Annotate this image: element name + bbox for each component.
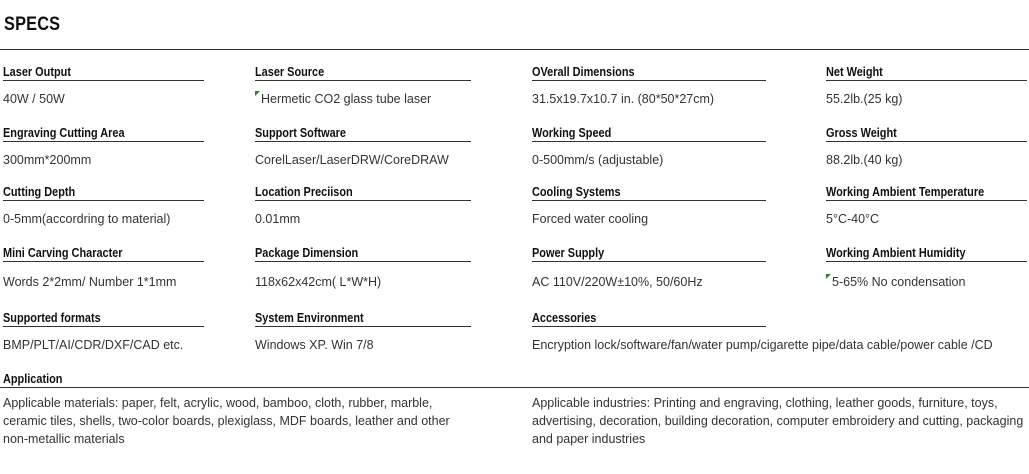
spec-divider — [3, 80, 204, 81]
spec-value: Windows XP. Win 7/8 — [255, 338, 374, 352]
spec-divider — [3, 261, 204, 262]
spec-accessories — [532, 310, 993, 352]
spec-label: Supported formats — [3, 310, 101, 325]
spec-cutting-depth — [3, 184, 204, 226]
spec-label: Gross Weight — [826, 125, 897, 140]
spec-divider — [826, 141, 1027, 142]
spec-label: Net Weight — [826, 64, 883, 79]
spec-value: 88.2lb.(40 kg) — [826, 153, 903, 167]
spec-label: OVerall Dimensions — [532, 64, 635, 79]
spec-label: Accessories — [532, 310, 597, 325]
spec-label: Laser Output — [3, 64, 71, 79]
spec-divider — [826, 80, 1027, 81]
spec-label: Mini Carving Character — [3, 245, 123, 260]
spec-laser-source — [255, 64, 471, 106]
spec-label: Engraving Cutting Area — [3, 125, 125, 140]
spec-working-speed — [532, 125, 766, 167]
spec-value: Encryption lock/software/fan/water pump/cigarette pipe/data cable/power cable /CD — [532, 338, 993, 352]
spec-divider — [532, 200, 766, 201]
spec-location-precision — [255, 184, 471, 226]
spec-value: Words 2*2mm/ Number 1*1mm — [3, 275, 177, 289]
spec-label: Package Dimension — [255, 245, 359, 260]
spec-label: Cooling Systems — [532, 184, 621, 199]
application-divider — [0, 387, 1029, 388]
spec-overall-dimensions — [532, 64, 766, 106]
title-divider — [0, 49, 1029, 50]
spec-gross-weight — [826, 125, 1027, 167]
spec-value: 5°C-40°C — [826, 212, 880, 226]
spec-label: Power Supply — [532, 245, 605, 260]
spec-value: Forced water cooling — [532, 212, 649, 226]
spec-divider — [532, 141, 766, 142]
spec-value: 300mm*200mm — [3, 153, 92, 167]
spec-power-supply — [532, 245, 766, 289]
spec-label: Location Preciison — [255, 184, 353, 199]
spec-support-software — [255, 125, 471, 167]
spec-label: Working Ambient Temperature — [826, 184, 985, 199]
application-label: Application — [3, 371, 63, 386]
spec-value: 31.5x19.7x10.7 in. (80*50*27cm) — [532, 92, 715, 106]
spec-laser-output — [3, 64, 204, 106]
spec-label: Cutting Depth — [3, 184, 76, 199]
spec-cooling-systems — [532, 184, 766, 226]
spec-value: AC 110V/220W±10%, 50/60Hz — [532, 275, 703, 289]
application-materials: Applicable materials: paper, felt, acrylic, wood, bamboo, cloth, rubber, marble, ceramic tiles, shells, two-color boards, plexiglass, MDF boards, leather and other non-metallic materials — [3, 396, 450, 446]
application-industries: Applicable industries: Printing and engraving, clothing, leather goods, furniture, toys, advertising, decoration, building decoration, computer embroidery and cutting, packaging and paper industries — [532, 396, 1024, 446]
spec-label: Working Speed — [532, 125, 612, 140]
spec-value: CorelLaser/LaserDRW/CoreDRAW — [255, 153, 449, 167]
spec-label: System Environment — [255, 310, 364, 325]
spec-divider — [255, 200, 471, 201]
spec-divider — [3, 326, 204, 327]
corner-marker-icon — [255, 91, 260, 96]
spec-engraving-area — [3, 125, 204, 167]
spec-divider — [255, 141, 471, 142]
spec-divider — [255, 80, 471, 81]
spec-value: 0-5mm(accordring to material) — [3, 212, 171, 226]
spec-supported-formats — [3, 310, 204, 352]
spec-divider — [3, 141, 204, 142]
spec-value: 40W / 50W — [3, 92, 65, 106]
spec-value: 0-500mm/s (adjustable) — [532, 153, 664, 167]
spec-divider — [826, 261, 1027, 262]
spec-value: Hermetic CO2 glass tube laser — [261, 92, 432, 106]
corner-marker-icon — [826, 274, 831, 279]
spec-divider — [532, 326, 766, 327]
spec-divider — [255, 261, 471, 262]
spec-value: 5-65% No condensation — [832, 275, 966, 289]
spec-value: 118x62x42cm( L*W*H) — [255, 275, 382, 289]
spec-mini-carving-character — [3, 245, 204, 289]
spec-label: Working Ambient Humidity — [826, 245, 966, 260]
spec-value: 0.01mm — [255, 212, 301, 226]
spec-package-dimension — [255, 245, 471, 289]
application-section — [3, 371, 74, 386]
spec-divider — [826, 200, 1027, 201]
spec-divider — [3, 200, 204, 201]
spec-label: Support Software — [255, 125, 347, 140]
spec-net-weight — [826, 64, 1027, 106]
spec-system-environment — [255, 310, 471, 352]
spec-divider — [532, 261, 766, 262]
spec-ambient-temperature — [826, 184, 1027, 226]
spec-label: Laser Source — [255, 64, 325, 79]
page-title: SPECS — [4, 14, 61, 35]
spec-ambient-humidity — [826, 245, 1027, 289]
spec-value: BMP/PLT/AI/CDR/DXF/CAD etc. — [3, 338, 184, 352]
spec-divider — [532, 80, 766, 81]
spec-divider — [255, 326, 471, 327]
spec-value: 55.2lb.(25 kg) — [826, 92, 903, 106]
